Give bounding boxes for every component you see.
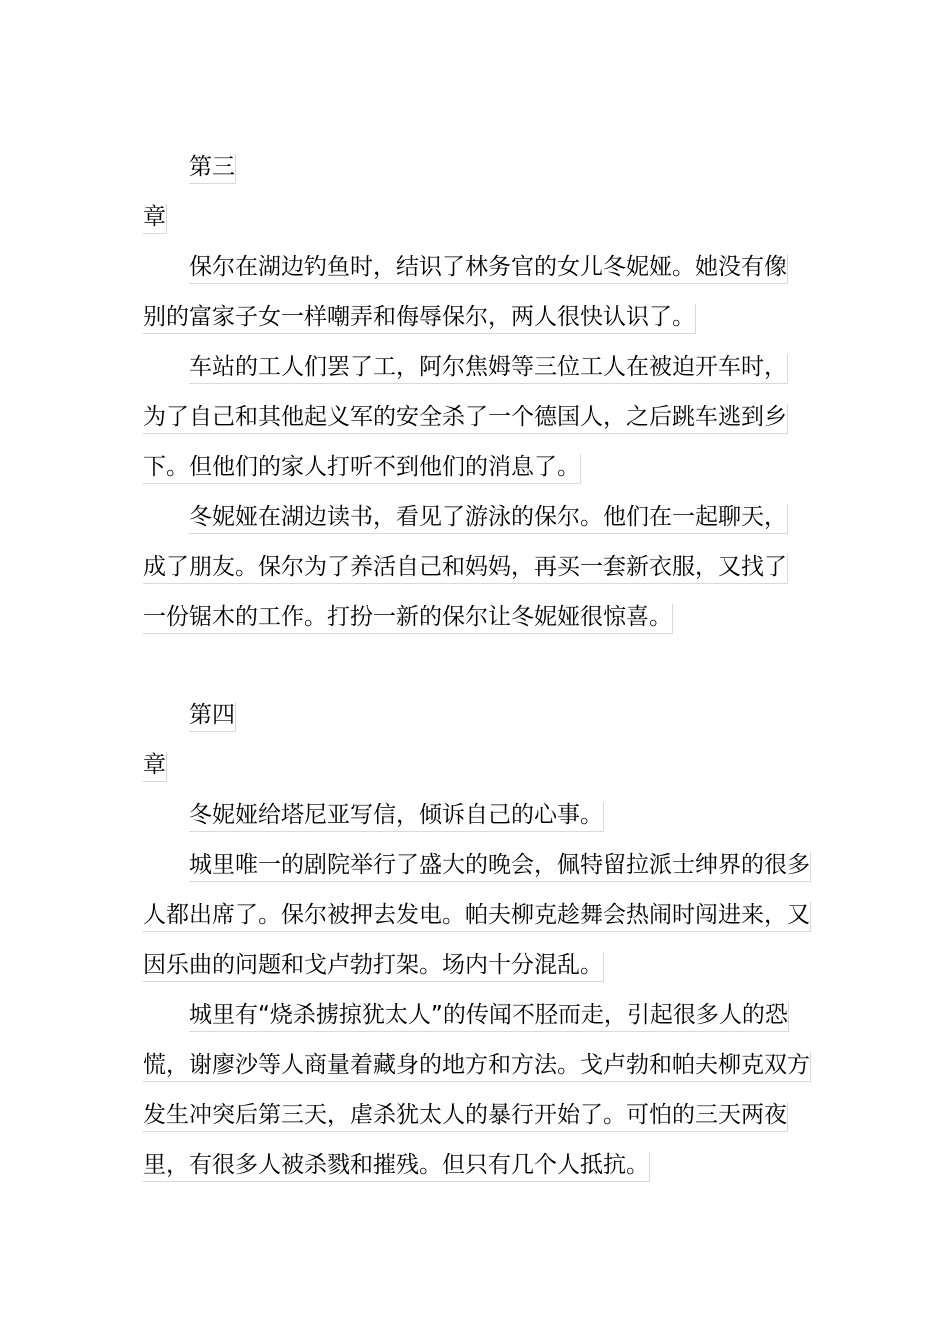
chapter-title-text: 第三章: [143, 154, 236, 234]
paragraph: [143, 242, 807, 342]
paragraph: [143, 492, 807, 642]
paragraph-text: 保尔在湖边钓鱼时，结识了林务官的女儿冬妮娅。她没有像别的富家子女一样嘲弄和侮辱保尔，两人很快认识了。: [143, 254, 788, 334]
paragraph: [143, 342, 807, 492]
paragraph-text: 城里唯一的剧院举行了盛大的晚会，佩特留拉派士绅界的很多人都出席了。保尔被押去发电。帕夫柳克趁舞会热闹时闯进来，又因乐曲的问题和戈卢勃打架。场内十分混乱。: [143, 852, 811, 982]
chapter-four: [143, 690, 823, 1190]
paragraph: [143, 790, 807, 840]
paragraph-text: 车站的工人们罢了工，阿尔焦姆等三位工人在被迫开车时，为了自己和其他起义军的安全杀了一个德国人，之后跳车逃到乡下。但他们的家人打听不到他们的消息了。: [143, 354, 788, 484]
chapter-three: [143, 142, 823, 642]
paragraph: [143, 840, 819, 990]
paragraph-text: 冬妮娅在湖边读书，看见了游泳的保尔。他们在一起聊天，成了朋友。保尔为了养活自己和妈妈，再买一套新衣服，又找了一份锯木的工作。打扮一新的保尔让冬妮娅很惊喜。: [143, 504, 788, 634]
paragraph: [143, 990, 819, 1190]
chapter-title: [143, 142, 255, 242]
paragraph-text: 冬妮娅给塔尼亚写信，倾诉自己的心事。: [189, 802, 604, 832]
paragraph-text: 城里有“烧杀掳掠犹太人”的传闻不胫而走，引起很多人的恐慌，谢廖沙等人商量着藏身的地方和方法。戈卢勃和帕夫柳克双方发生冲突后第三天，虐杀犹太人的暴行开始了。可怕的三天两夜里，有很多人被杀戮和摧残。但只有几个人抵抗。: [143, 1002, 811, 1182]
chapter-title: [143, 690, 255, 790]
chapter-title-text: 第四章: [143, 702, 236, 782]
